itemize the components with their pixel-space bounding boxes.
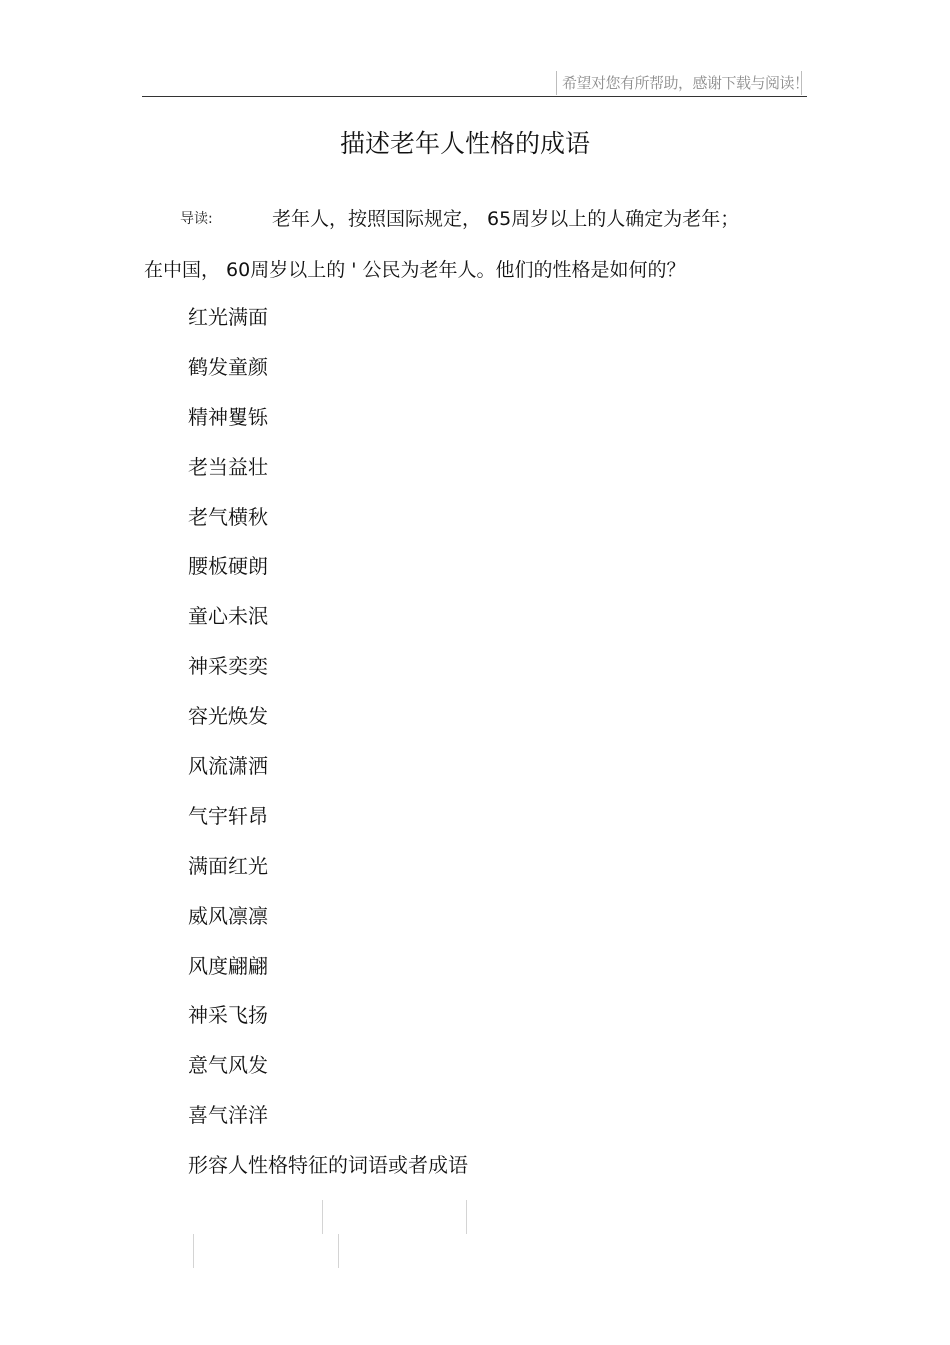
idiom-item: 老当益壮 <box>188 454 268 479</box>
header-note: 希望对您有所帮助，感谢下载与阅读！ <box>556 71 802 95</box>
idiom-item: 满面红光 <box>188 853 268 878</box>
idiom-item: 意气风发 <box>188 1053 268 1078</box>
intro-text-line-1: 老年人，按照国际规定， 65周岁以上的人确定为老年； <box>272 208 740 230</box>
idiom-item: 鹤发童颜 <box>188 354 268 379</box>
intro-text-line-2: 在中国， 60周岁以上的 ' 公民为老年人。他们的性格是如何的？ <box>144 259 686 281</box>
idiom-item: 红光满面 <box>188 305 268 329</box>
idiom-item: 精神矍铄 <box>188 404 268 429</box>
idiom-item: 童心未泯 <box>188 604 268 629</box>
section-heading: 形容人性格特征的词语或者成语 <box>188 1153 468 1178</box>
idiom-item: 腰板硬朗 <box>188 554 268 579</box>
intro-label: 导读: <box>180 211 213 227</box>
idiom-item: 风流潇洒 <box>188 754 268 779</box>
document-title: 描述老年人性格的成语 <box>339 129 590 158</box>
idiom-item: 喜气洋洋 <box>188 1103 268 1128</box>
idiom-list <box>188 303 468 1201</box>
table-border-line <box>466 1200 467 1234</box>
idiom-item: 威风凛凛 <box>188 903 268 928</box>
idiom-item: 老气横秋 <box>188 504 268 529</box>
idiom-item: 神采奕奕 <box>188 654 268 679</box>
table-border-line <box>322 1200 323 1234</box>
idiom-item: 气宇轩昂 <box>188 803 268 828</box>
header-divider <box>142 96 807 97</box>
idiom-item: 神采飞扬 <box>188 1003 268 1028</box>
table-border-line <box>193 1234 194 1268</box>
table-border-line <box>338 1234 339 1268</box>
idiom-item: 容光焕发 <box>188 704 268 729</box>
idiom-item: 风度翩翩 <box>188 953 268 978</box>
